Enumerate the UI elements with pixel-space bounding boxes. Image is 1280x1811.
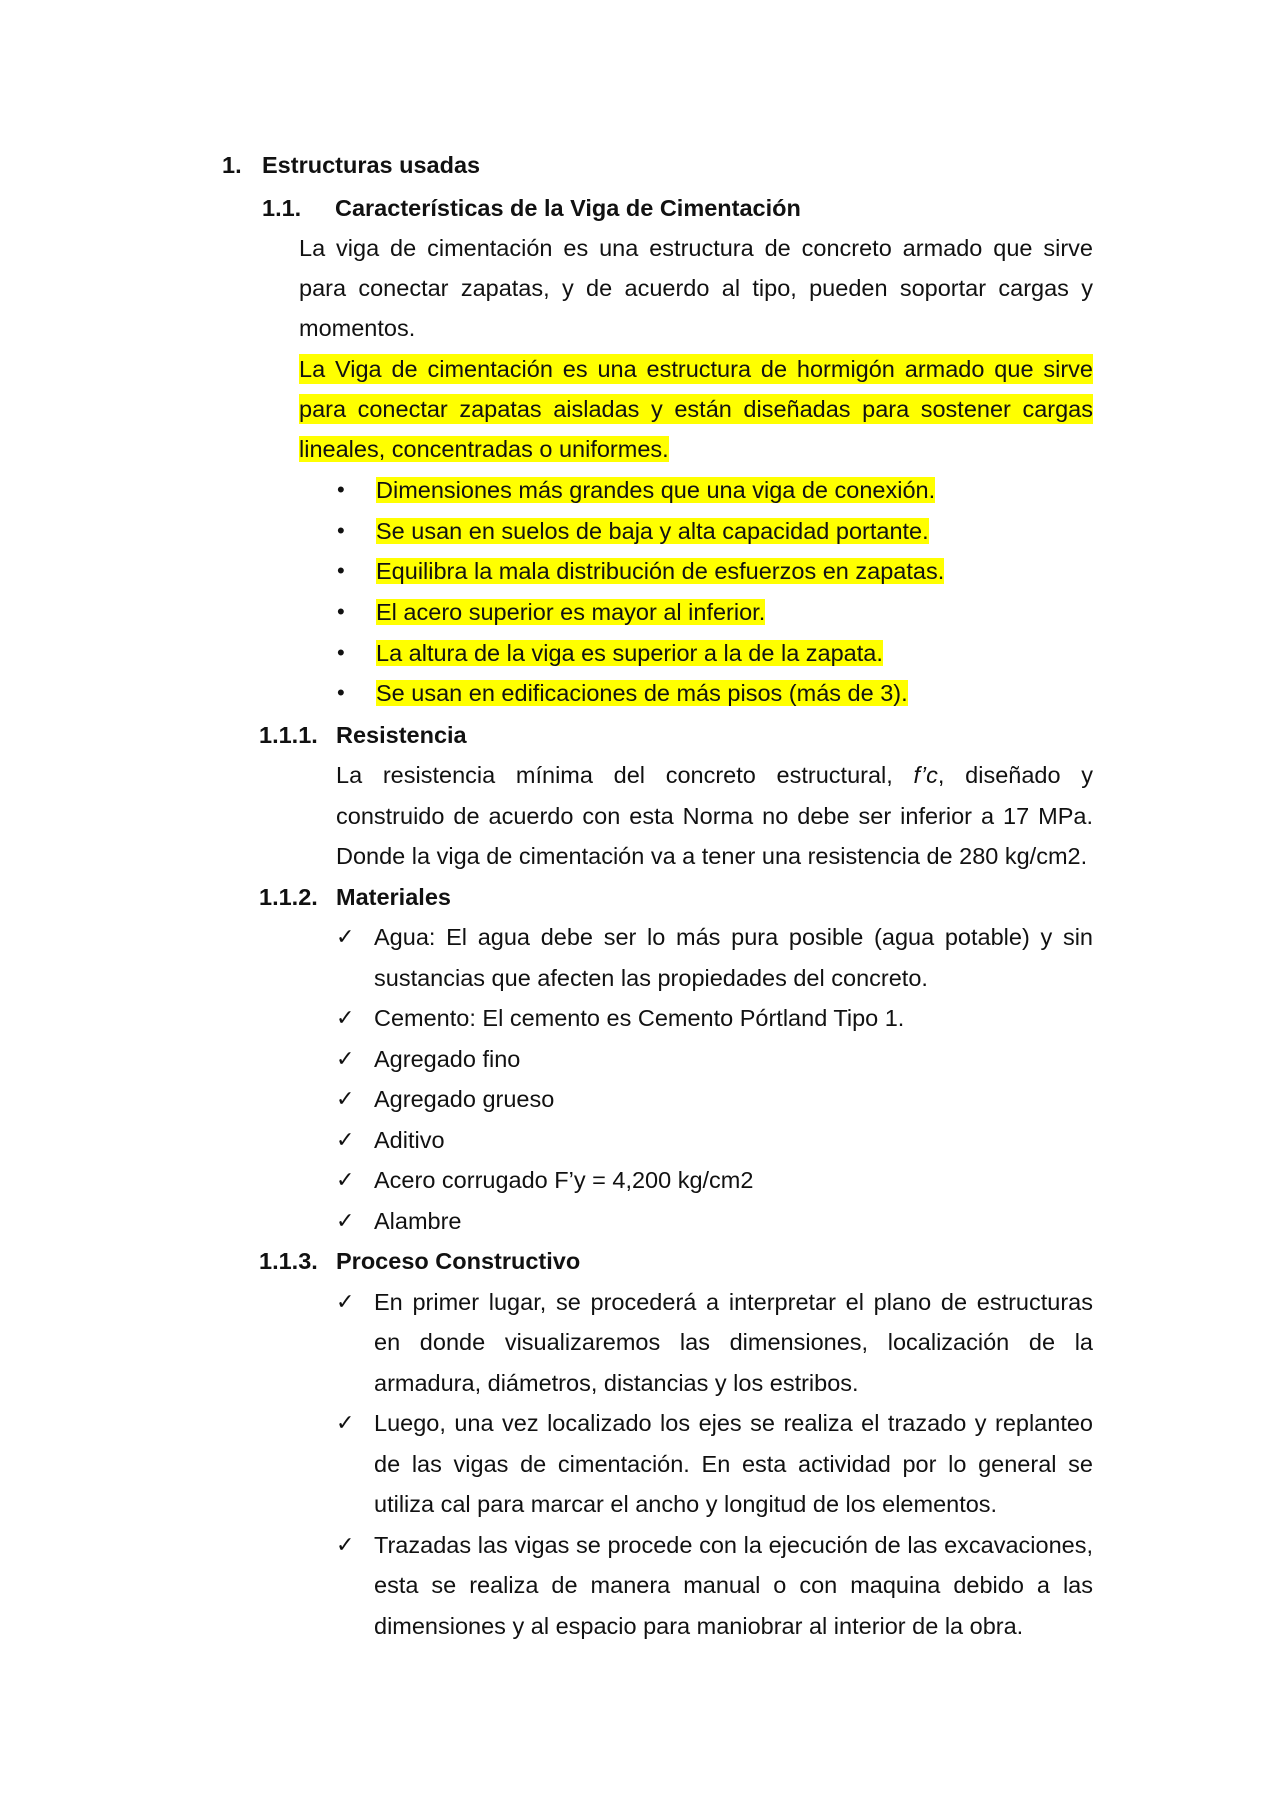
bullet-icon: • <box>337 477 345 502</box>
section-1-1-2-title: Materiales <box>336 884 451 910</box>
process-step-line: esta se realiza de manera manual o con maquina debido a las <box>374 1572 1093 1598</box>
checkmark-icon: ✓ <box>336 1410 355 1435</box>
process-step-line: En primer lugar, se procederá a interpretar el plano de estructuras <box>374 1289 1093 1315</box>
highlighted-paragraph-line-3: lineales, concentradas o uniformes. <box>299 436 669 462</box>
process-step-line: armadura, diámetros, distancias y los estribos. <box>374 1370 859 1396</box>
material-item: Cemento: El cemento es Cemento Pórtland Tipo 1. <box>374 1005 905 1031</box>
process-step-line: Luego, una vez localizado los ejes se realiza el trazado y replanteo <box>374 1410 1093 1436</box>
checkmark-icon: ✓ <box>336 1086 355 1111</box>
checkmark-icon: ✓ <box>336 1167 355 1192</box>
process-step-line: Trazadas las vigas se procede con la ejecución de las excavaciones, <box>374 1532 1093 1558</box>
bullet-item: Dimensiones más grandes que una viga de conexión. <box>376 477 936 503</box>
checkmark-icon: ✓ <box>336 1127 355 1152</box>
highlighted-paragraph-line-2: para conectar zapatas aisladas y están diseñadas para sostener cargas <box>299 396 1093 422</box>
bullet-icon: • <box>337 599 345 624</box>
section-1-1-title: Características de la Viga de Cimentación <box>335 195 801 221</box>
material-item: Acero corrugado F’y = 4,200 kg/cm2 <box>374 1167 754 1193</box>
material-item: Alambre <box>374 1208 462 1234</box>
checkmark-icon: ✓ <box>336 1046 355 1071</box>
checkmark-icon: ✓ <box>336 1005 355 1030</box>
resistencia-line-1: La resistencia mínima del concreto estructural, f’c, diseñado y <box>336 762 1093 788</box>
paragraph-1-line-1: La viga de cimentación es una estructura de concreto armado que sirve <box>299 235 1093 261</box>
material-item-line: Agua: El agua debe ser lo más pura posible (agua potable) y sin <box>374 924 1093 950</box>
bullet-item: El acero superior es mayor al inferior. <box>376 599 766 625</box>
section-1-number: 1. <box>222 152 242 178</box>
bullet-item: Se usan en edificaciones de más pisos (más de 3). <box>376 680 908 706</box>
bullet-icon: • <box>337 518 345 543</box>
section-1-1-1-number: 1.1.1. <box>259 722 318 748</box>
bullet-icon: • <box>337 640 345 665</box>
resistencia-line-3: Donde la viga de cimentación va a tener una resistencia de 280 kg/cm2. <box>336 843 1088 869</box>
section-1-title: Estructuras usadas <box>262 152 481 178</box>
highlighted-paragraph-line-1: La Viga de cimentación es una estructura de hormigón armado que sirve <box>299 356 1093 382</box>
bullet-item: Equilibra la mala distribución de esfuerzos en zapatas. <box>376 558 945 584</box>
bullet-icon: • <box>337 680 345 705</box>
section-1-1-1-title: Resistencia <box>336 722 467 748</box>
section-1-1-3-title: Proceso Constructivo <box>336 1248 581 1274</box>
material-item: Agregado grueso <box>374 1086 555 1112</box>
checkmark-icon: ✓ <box>336 1289 355 1314</box>
checkmark-icon: ✓ <box>336 1532 355 1557</box>
checkmark-icon: ✓ <box>336 1208 355 1233</box>
paragraph-1-line-2: para conectar zapatas, y de acuerdo al tipo, pueden soportar cargas y <box>299 275 1093 301</box>
section-1-1-3-number: 1.1.3. <box>259 1248 318 1274</box>
paragraph-1-line-3: momentos. <box>299 315 416 341</box>
bullet-item: Se usan en suelos de baja y alta capacidad portante. <box>376 518 929 544</box>
process-step-line: dimensiones y al espacio para maniobrar al interior de la obra. <box>374 1613 1024 1639</box>
bullet-icon: • <box>337 558 345 583</box>
section-1-1-2-number: 1.1.2. <box>259 884 318 910</box>
bullet-item: La altura de la viga es superior a la de la zapata. <box>376 640 883 666</box>
material-item: Agregado fino <box>374 1046 521 1072</box>
process-step-line: utiliza cal para marcar el ancho y longitud de los elementos. <box>374 1491 998 1517</box>
process-step-line: en donde visualizaremos las dimensiones, localización de la <box>374 1329 1093 1355</box>
checkmark-icon: ✓ <box>336 924 355 949</box>
resistencia-line-2: construido de acuerdo con esta Norma no debe ser inferior a 17 MPa. <box>336 803 1093 829</box>
section-1-1-number: 1.1. <box>262 195 302 221</box>
material-item: Aditivo <box>374 1127 445 1153</box>
process-step-line: de las vigas de cimentación. En esta actividad por lo general se <box>374 1451 1093 1477</box>
material-item-line: sustancias que afecten las propiedades del concreto. <box>374 965 928 991</box>
